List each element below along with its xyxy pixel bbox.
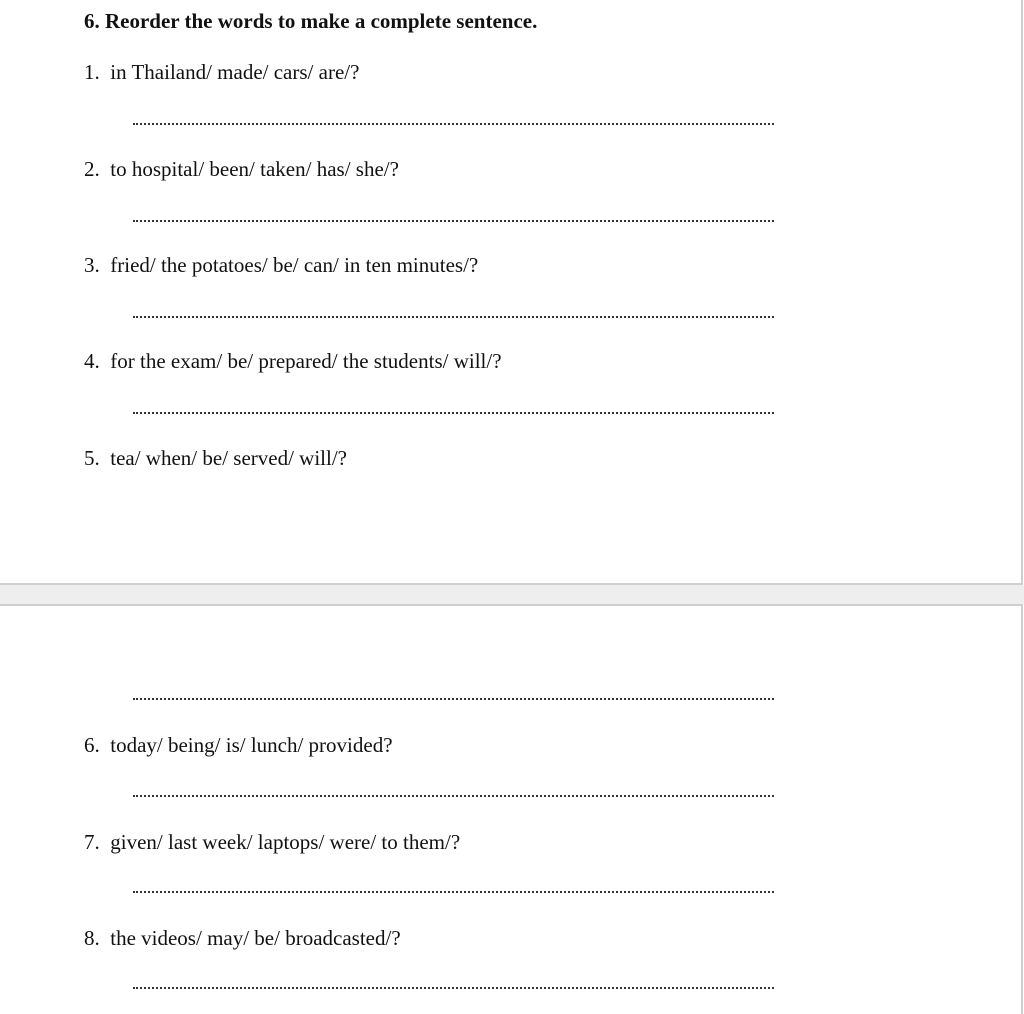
question-number: 1. xyxy=(84,60,100,84)
question-prompt: to hospital/ been/ taken/ has/ she/? xyxy=(110,157,399,181)
question-prompt: the videos/ may/ be/ broadcasted/? xyxy=(110,926,401,950)
question-6 xyxy=(84,733,393,758)
question-number: 2. xyxy=(84,157,100,181)
question-prompt: today/ being/ is/ lunch/ provided? xyxy=(110,733,393,757)
question-8 xyxy=(84,926,401,951)
question-number: 5. xyxy=(84,446,100,470)
question-4 xyxy=(84,349,502,374)
answer-line-8[interactable] xyxy=(133,987,774,989)
question-3 xyxy=(84,253,478,278)
question-prompt: tea/ when/ be/ served/ will/? xyxy=(110,446,348,470)
answer-line-4[interactable] xyxy=(133,412,774,414)
question-2 xyxy=(84,157,399,182)
question-number: 4. xyxy=(84,349,100,373)
question-prompt: given/ last week/ laptops/ were/ to them/? xyxy=(110,830,461,854)
answer-line-7[interactable] xyxy=(133,891,774,893)
answer-line-3[interactable] xyxy=(133,316,774,318)
question-prompt: for the exam/ be/ prepared/ the students/ will/? xyxy=(110,349,502,373)
question-prompt: in Thailand/ made/ cars/ are/? xyxy=(110,60,360,84)
question-number: 6. xyxy=(84,733,100,757)
answer-line-2[interactable] xyxy=(133,220,774,222)
answer-line-5[interactable] xyxy=(133,698,774,700)
question-1 xyxy=(84,60,359,85)
question-number: 8. xyxy=(84,926,100,950)
question-prompt: fried/ the potatoes/ be/ can/ in ten minutes/? xyxy=(110,253,479,277)
worksheet-page-bottom xyxy=(0,604,1023,1014)
question-7 xyxy=(84,830,460,855)
question-5 xyxy=(84,446,347,471)
exercise-title: 6. Reorder the words to make a complete sentence. xyxy=(84,9,538,33)
answer-line-6[interactable] xyxy=(133,795,774,797)
question-number: 3. xyxy=(84,253,100,277)
question-number: 7. xyxy=(84,830,100,854)
page-break xyxy=(0,585,1024,604)
answer-line-1[interactable] xyxy=(133,123,774,125)
